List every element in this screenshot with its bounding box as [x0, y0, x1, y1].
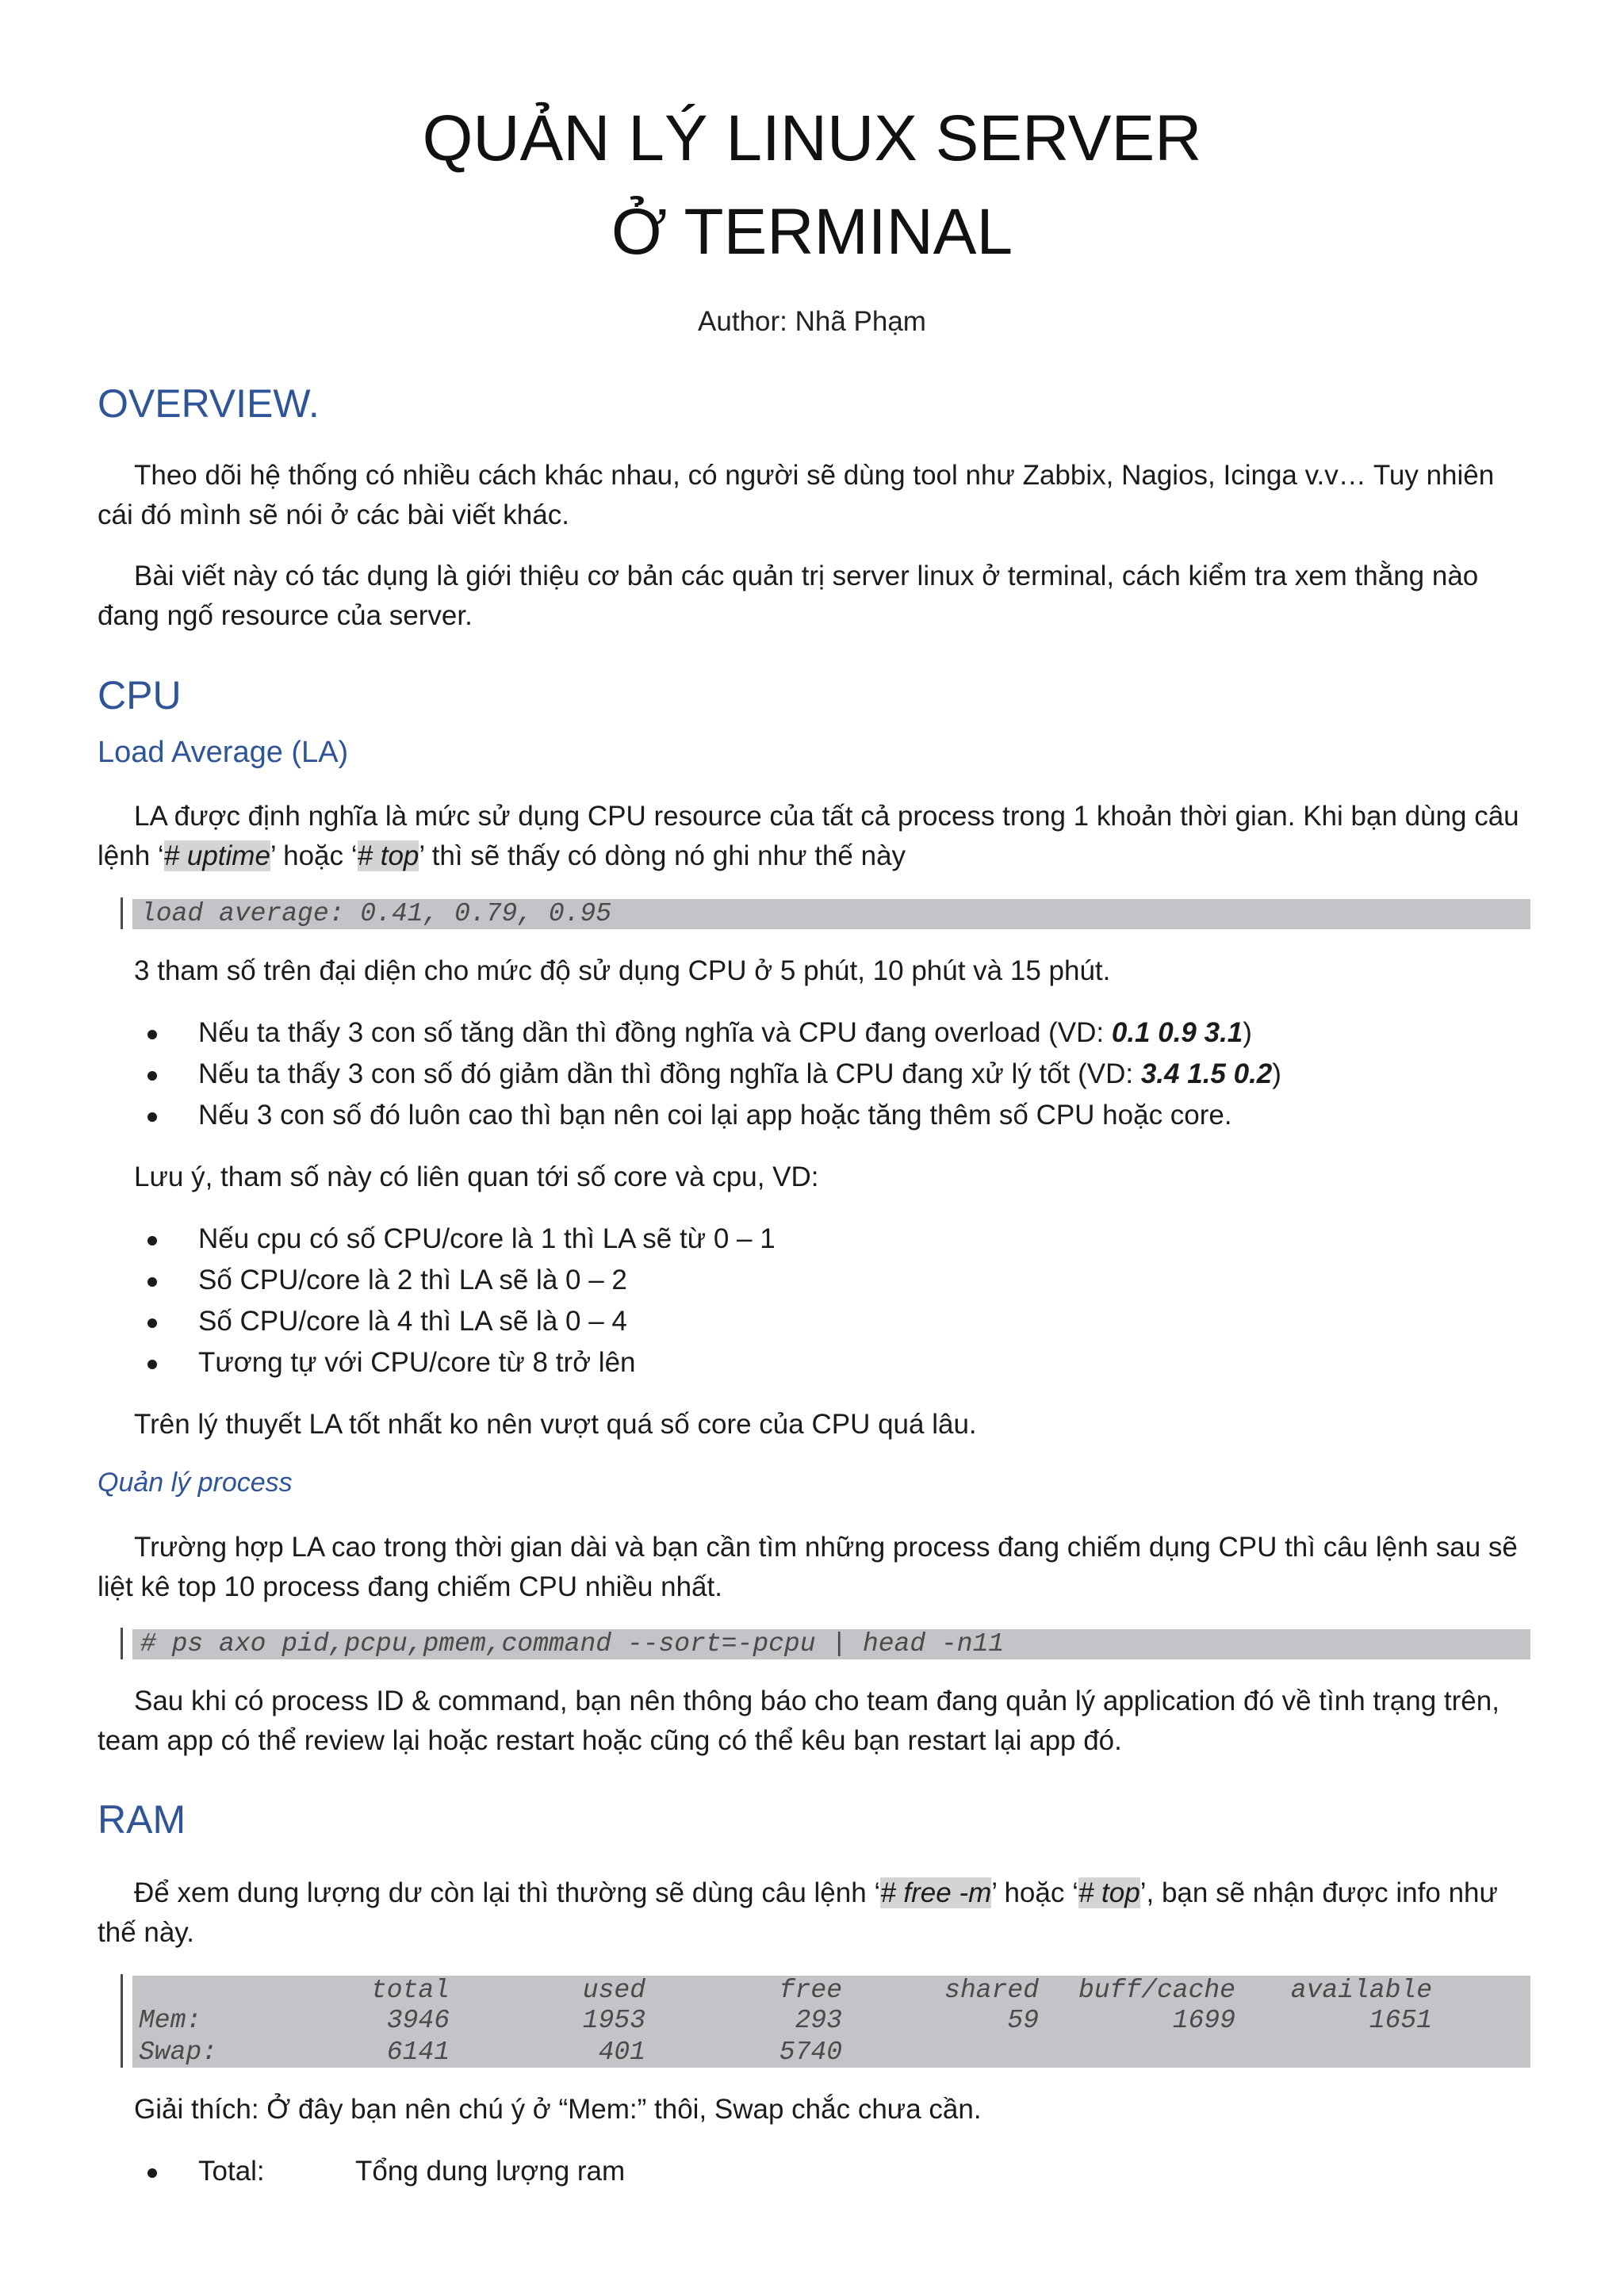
process-followup-paragraph: Sau khi có process ID & command, bạn nên thông báo cho team đang quản lý application đó về tình trạng trên, team app có thể review lại hoặc restart hoặc cũng có thể kêu bạn restart lại app đó.	[98, 1686, 1500, 1756]
bullet-dot	[147, 1112, 157, 1122]
list-item: Nếu 3 con số đó luôn cao thì bạn nên coi lại app hoặc tăng thêm số CPU hoặc core.	[147, 1096, 1496, 1135]
table-header: buff/cache	[1078, 1976, 1235, 2005]
list-item: Số CPU/core là 2 thì LA sẽ là 0 – 2	[147, 1261, 1496, 1300]
table-header: available	[1290, 1976, 1432, 2005]
overview-paragraph-1: Theo dõi hệ thống có nhiều cách khác nhau, có người sẽ dùng tool như Zabbix, Nagios, Icinga v.v… Tuy nhiên cái đó mình sẽ nói ở các bài viết khác.	[98, 460, 1495, 530]
table-cell: 3946	[386, 2006, 450, 2035]
table-header: free	[779, 1976, 842, 2005]
table-cell: 6141	[386, 2038, 450, 2067]
code-bar	[121, 1974, 123, 2068]
overview-heading: OVERVIEW.	[98, 381, 320, 426]
code-bar	[121, 897, 123, 929]
cpu-heading: CPU	[98, 673, 182, 718]
code-bar	[121, 1628, 123, 1659]
table-cell: 1651	[1369, 2006, 1432, 2035]
top-command: # top	[357, 840, 419, 871]
table-cell: 1699	[1172, 2006, 1235, 2035]
list-item: Số CPU/core là 4 thì LA sẽ là 0 – 4	[147, 1302, 1496, 1341]
load-average-heading: Load Average (LA)	[98, 736, 349, 769]
list-item: Nếu ta thấy 3 con số tăng dần thì đồng nghĩa và CPU đang overload (VD: 0.1 0.9 3.1)	[147, 1013, 1496, 1053]
bullet-dot	[147, 2168, 157, 2178]
overview-paragraph-2: Bài viết này có tác dụng là giới thiệu cơ bản các quản trị server linux ở terminal, cách kiểm tra xem thằng nào đang ngố resource của server.	[98, 561, 1479, 631]
author-line: Author: Nhã Phạm	[698, 306, 926, 337]
cpu-note-paragraph: Lưu ý, tham số này có liên quan tới số core và cpu, VD:	[134, 1161, 819, 1192]
ram-paragraph: Để xem dung lượng dư còn lại thì thường sẽ dùng câu lệnh ‘# free -m’ hoặc ‘# top’, bạn sẽ nhận được info như thế này.	[98, 1877, 1498, 1948]
ps-command-code: # ps axo pid,pcpu,pmem,command --sort=-pcpu | head -n11	[132, 1629, 1530, 1659]
page-title-line1: QUẢN LÝ LINUX SERVER	[422, 102, 1202, 174]
process-management-heading: Quản lý process	[98, 1468, 293, 1498]
page-title-line2: Ở TERMINAL	[611, 196, 1013, 268]
table-cell: 59	[1007, 2006, 1039, 2035]
ram-explain-paragraph: Giải thích: Ở đây bạn nên chú ý ở “Mem:” thôi, Swap chắc chưa cần.	[134, 2094, 982, 2125]
table-row-label: Swap:	[139, 2038, 218, 2067]
table-header: used	[582, 1976, 645, 2005]
bullet-dot	[147, 1318, 157, 1328]
table-cell: 401	[598, 2038, 645, 2067]
list-item: Nếu ta thấy 3 con số đó giảm dần thì đồng nghĩa là CPU đang xử lý tốt (VD: 3.4 1.5 0.2)	[147, 1054, 1496, 1094]
table-row-label: Mem:	[139, 2006, 202, 2035]
free-output-table	[132, 1976, 1530, 2068]
load-average-paragraph: LA được định nghĩa là mức sử dụng CPU resource của tất cả process trong 1 khoản thời gian. Khi bạn dùng câu lệnh ‘# uptime’ hoặc ‘# top’ thì sẽ thấy có dòng nó ghi như thế này	[98, 801, 1519, 871]
cpu-params-paragraph: 3 tham số trên đại diện cho mức độ sử dụng CPU ở 5 phút, 10 phút và 15 phút.	[134, 955, 1111, 986]
uptime-command: # uptime	[163, 840, 270, 871]
table-header: total	[370, 1976, 450, 2005]
top-command: # top	[1078, 1877, 1140, 1908]
list-item: Nếu cpu có số CPU/core là 1 thì LA sẽ từ 0 – 1	[147, 1219, 1496, 1259]
bullet-dot	[147, 1360, 157, 1369]
bullet-dot	[147, 1071, 157, 1081]
table-cell: 5740	[779, 2038, 842, 2067]
list-item: Tương tự với CPU/core từ 8 trở lên	[147, 1343, 1496, 1383]
process-management-paragraph: Trường hợp LA cao trong thời gian dài và bạn cần tìm những process đang chiếm dụng CPU thì câu lệnh sau sẽ liệt kê top 10 process đang chiếm CPU nhiều nhất.	[98, 1532, 1518, 1602]
load-average-code: load average: 0.41, 0.79, 0.95	[132, 899, 1530, 929]
bullet-dot	[147, 1277, 157, 1287]
list-item: Total: Tổng dung lượng ram	[147, 2152, 1496, 2191]
bullet-dot	[147, 1030, 157, 1039]
table-header: shared	[944, 1976, 1039, 2005]
free-command: # free -m	[880, 1877, 992, 1908]
bullet-dot	[147, 1236, 157, 1246]
ram-heading: RAM	[98, 1797, 186, 1842]
cpu-theory-paragraph: Trên lý thuyết LA tốt nhất ko nên vượt quá số core của CPU quá lâu.	[134, 1409, 977, 1440]
table-cell: 293	[795, 2006, 842, 2035]
table-cell: 1953	[582, 2006, 645, 2035]
